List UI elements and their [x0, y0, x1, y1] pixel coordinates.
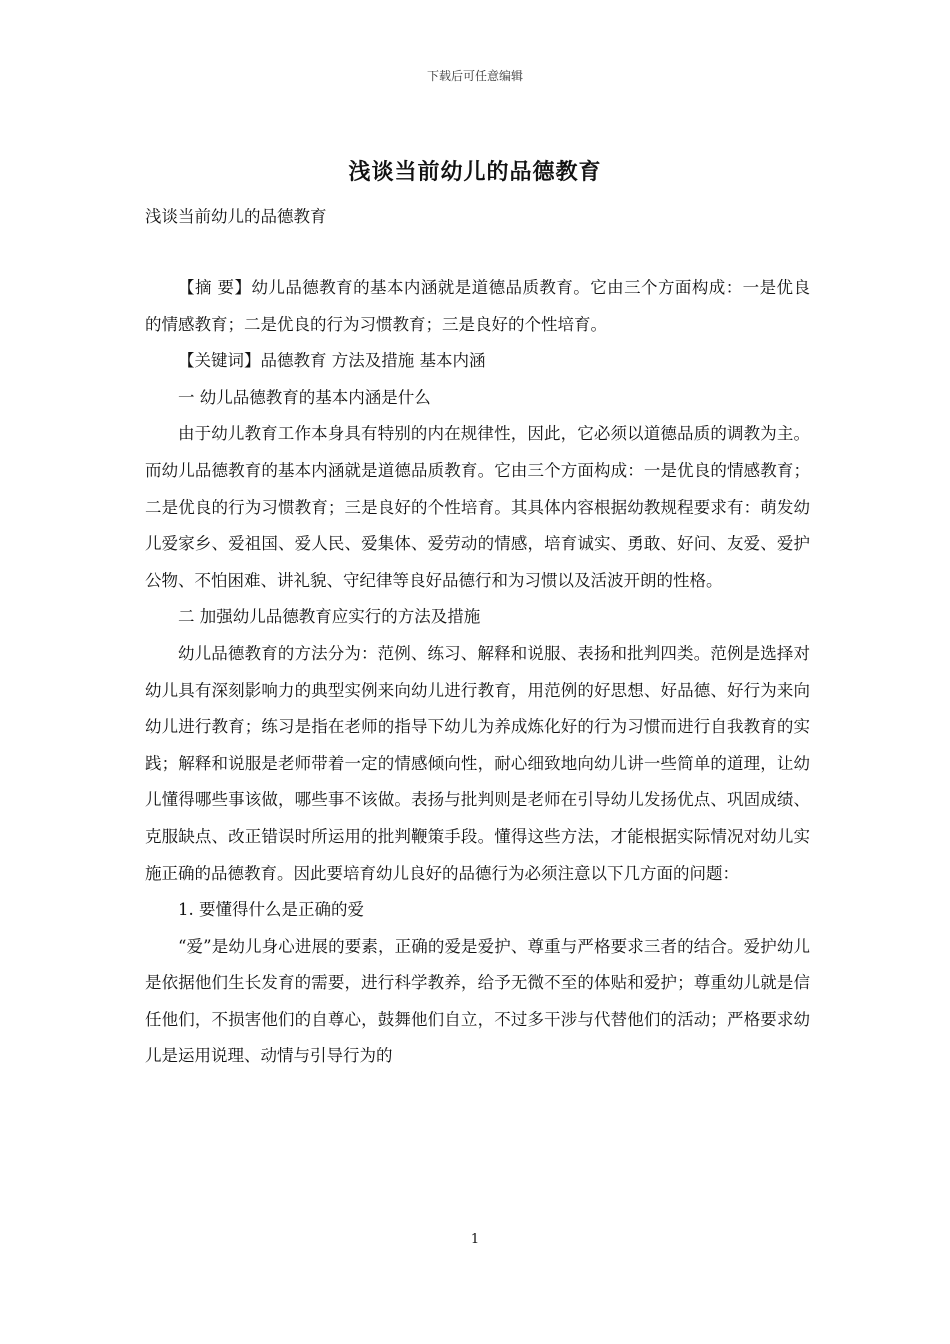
page-number: 1: [470, 1232, 480, 1247]
subsection-heading-1: 1. 要懂得什么是正确的爱: [178, 900, 364, 920]
header-note: 下载后可任意编辑: [426, 69, 523, 83]
body-paragraph: 由于幼儿教育工作本身具有特别的内在规律性，因此，它必须以道德品质的调教为主。而幼儿品德教育的基本内涵就是道德品质教育。它由三个方面构成：一是优良的情感教育；二是优良的行为习惯教育；三是良好的个性培育。其具体内容根据幼教规程要求有：萌发幼儿爱家乡、爱祖国、爱人民、爱集体、爱劳动的情感，培育诚实、勇敢、好问、友爱、爱护公物、不怕困难、讲礼貌、守纪律等良好品德行和为习惯以及活波开朗的性格。: [145, 424, 810, 590]
abstract-paragraph: 【摘 要】幼儿品德教育的基本内涵就是道德品质教育。它由三个方面构成：一是优良的情感教育；二是优良的行为习惯教育；三是良好的个性培育。: [145, 278, 810, 334]
section-heading-2: 二 加强幼儿品德教育应实行的方法及措施: [178, 607, 481, 627]
section-heading-1: 一 幼儿品德教育的基本内涵是什么: [178, 387, 431, 407]
body-paragraph: “爱”是幼儿身心进展的要素，正确的爱是爱护、尊重与严格要求三者的结合。爱护幼儿是依据他们生长发育的需要，进行科学教养，给予无微不至的体贴和爱护；尊重幼儿就是信任他们，不损害他们的自尊心，鼓舞他们自立，不过多干涉与代替他们的活动；严格要求幼儿是运用说理、动情与引导行为的: [145, 936, 810, 1066]
document-title: 浅谈当前幼儿的品德教育: [348, 159, 602, 185]
body-paragraph: 幼儿品德教育的方法分为：范例、练习、解释和说服、表扬和批判四类。范例是选择对幼儿具有深刻影响力的典型实例来向幼儿进行教育，用范例的好思想、好品德、好行为来向幼儿进行教育；练习是指在老师的指导下幼儿为养成炼化好的行为习惯而进行自我教育的实践；解释和说服是老师带着一定的情感倾向性，耐心细致地向幼儿讲一些简单的道理，让幼儿懂得哪些事该做，哪些事不该做。表扬与批判则是老师在引导幼儿发扬优点、巩固成绩、克服缺点、改正错误时所运用的批判鞭策手段。懂得这些方法，才能根据实际情况对幼儿实施正确的品德教育。因此要培育幼儿良好的品德行为必须注意以下几方面的问题：: [145, 643, 810, 883]
document-subtitle: 浅谈当前幼儿的品德教育: [145, 207, 327, 226]
document-body: [145, 270, 810, 1075]
keywords-paragraph: 【关键词】品德教育 方法及措施 基本内涵: [178, 351, 486, 371]
